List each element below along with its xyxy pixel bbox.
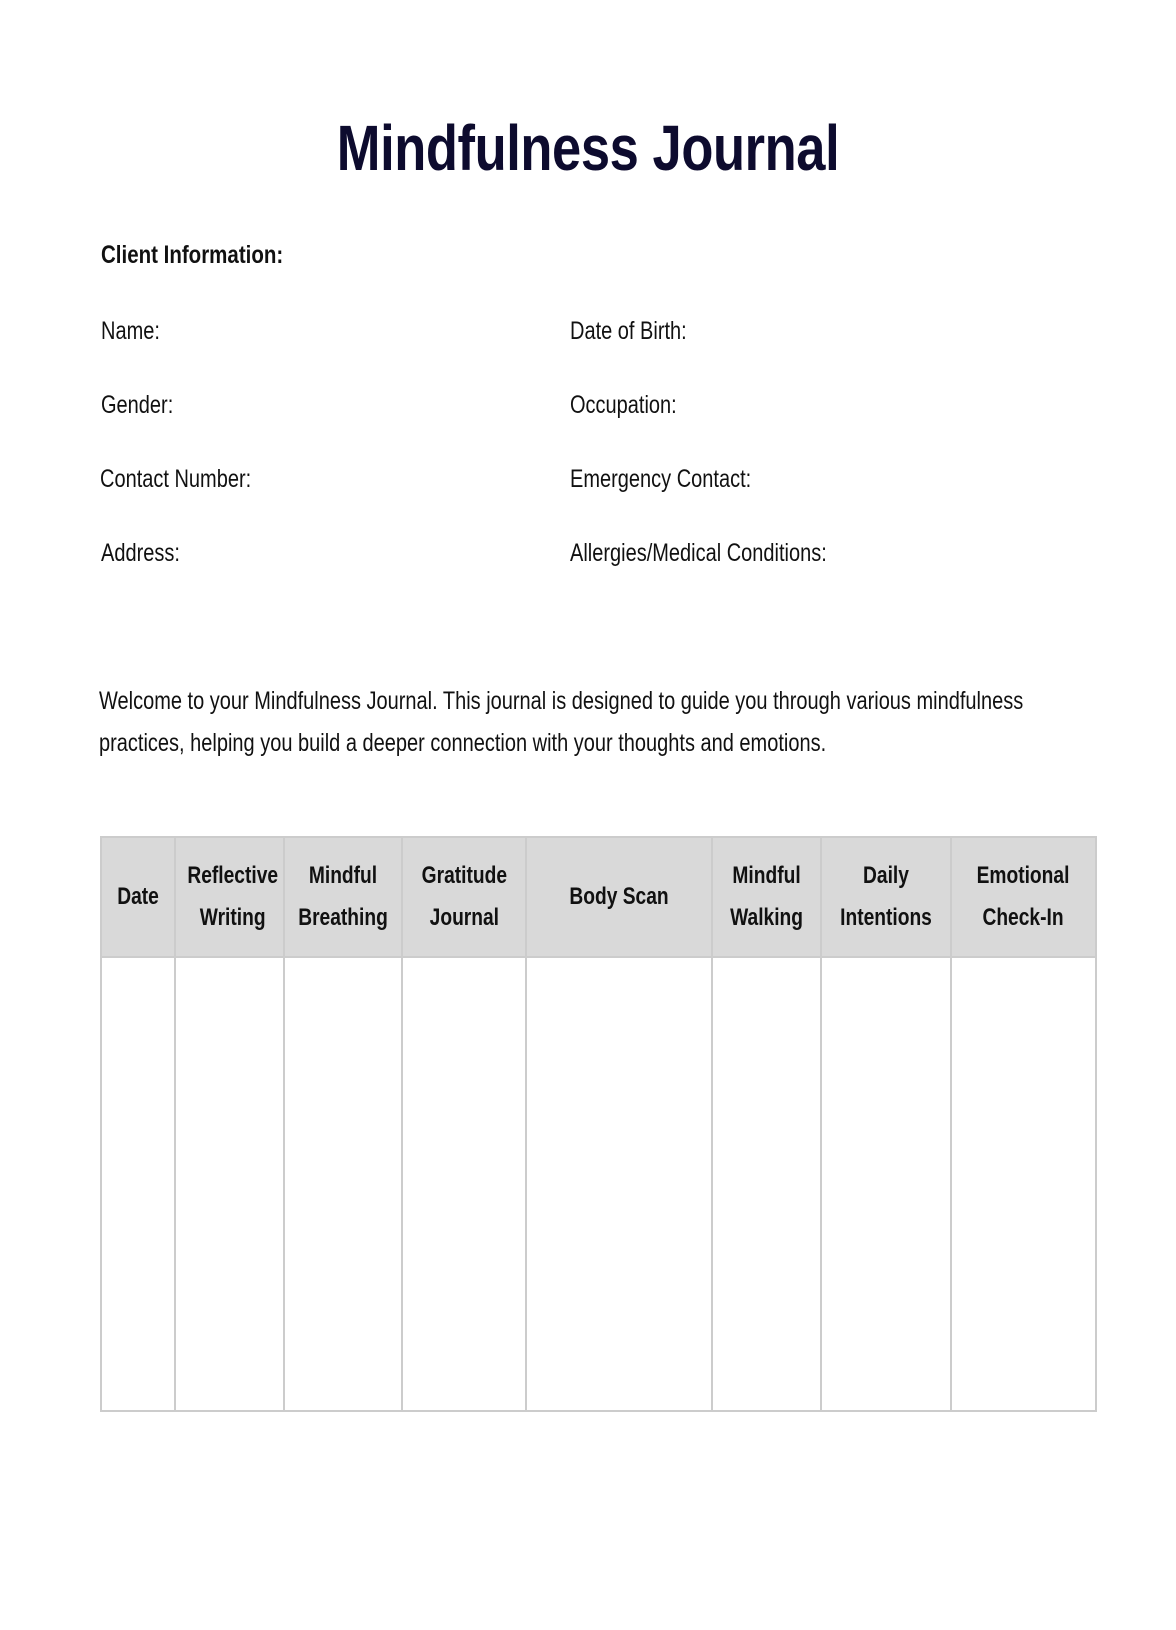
contact-number-field-label: Contact Number:: [100, 465, 252, 493]
intro-paragraph: Welcome to your Mindfulness Journal. This journal is designed to guide you through various mindfulness practices, helping you build a deeper connection with your thoughts and emotions.: [99, 687, 1024, 757]
allergies-medical-conditions-field-label: Allergies/Medical Conditions:: [570, 539, 827, 567]
table-row: [101, 957, 1096, 1411]
date-of-birth-field-label: Date of Birth:: [570, 317, 687, 345]
body-scan-entry-cell[interactable]: [526, 957, 712, 1411]
column-header-mindful-breathing: Mindful Breathing: [284, 837, 402, 957]
reflective-writing-entry-cell[interactable]: [175, 957, 284, 1411]
column-header-mindful-walking: Mindful Walking: [712, 837, 821, 957]
mindful-walking-entry-cell[interactable]: [712, 957, 821, 1411]
gender-field-label: Gender:: [101, 391, 174, 419]
column-header-date: Date: [101, 837, 175, 957]
mindful-breathing-entry-cell[interactable]: [284, 957, 402, 1411]
journal-table: [100, 836, 1097, 1412]
emergency-contact-field-label: Emergency Contact:: [570, 465, 752, 493]
page-title: Mindfulness Journal: [336, 112, 840, 184]
column-header-daily-intentions: Daily Intentions: [821, 837, 951, 957]
column-header-body-scan: Body Scan: [526, 837, 712, 957]
column-header-reflective-writing: Reflective Writing: [175, 837, 284, 957]
client-information-heading: Client Information:: [101, 241, 284, 269]
table-header-row: [101, 837, 1096, 957]
column-header-gratitude-journal: Gratitude Journal: [402, 837, 526, 957]
name-field-label: Name:: [101, 317, 160, 345]
gratitude-journal-entry-cell[interactable]: [402, 957, 526, 1411]
column-header-emotional-check-in: Emotional Check-In: [951, 837, 1096, 957]
daily-intentions-entry-cell[interactable]: [821, 957, 951, 1411]
emotional-check-in-entry-cell[interactable]: [951, 957, 1096, 1411]
address-field-label: Address:: [101, 539, 180, 567]
occupation-field-label: Occupation:: [570, 391, 677, 419]
date-entry-cell[interactable]: [101, 957, 175, 1411]
